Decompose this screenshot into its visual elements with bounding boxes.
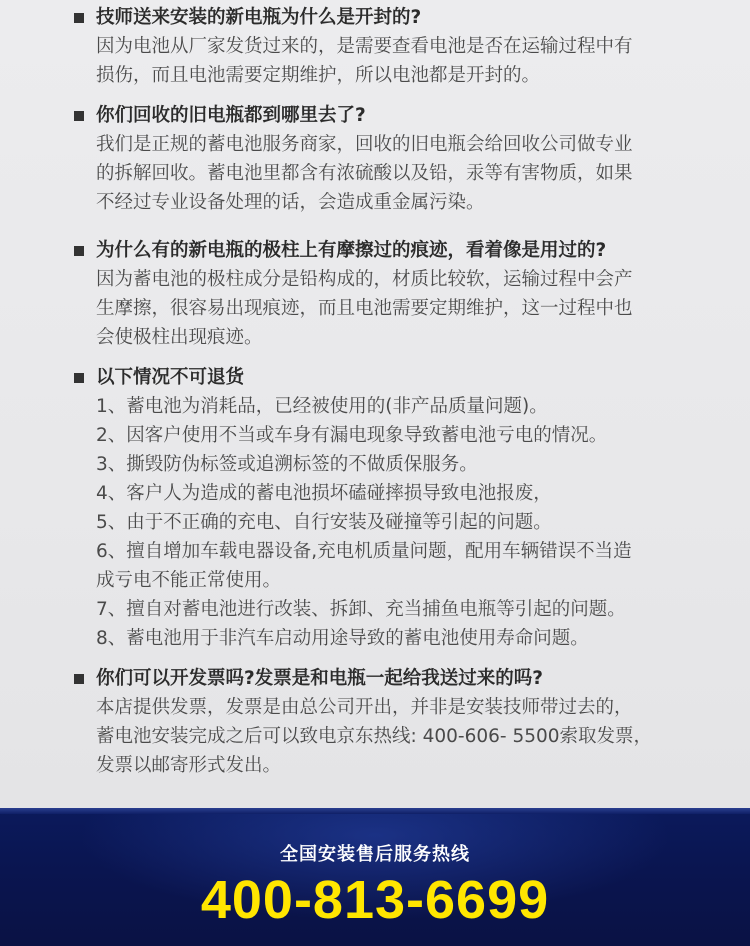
faq-answer-line: 2、因客户使用不当或车身有漏电现象导致蓄电池亏电的情况。 [96, 425, 608, 446]
faq-question-text: 技师送来安装的新电瓶为什么是开封的? [96, 7, 422, 28]
faq-answer-line: 生摩擦，很容易出现痕迹，而且电池需要定期维护，这一过程中也 [96, 298, 633, 319]
faq-question [74, 102, 714, 130]
faq-question-text: 你们回收的旧电瓶都到哪里去了? [96, 105, 366, 126]
faq-item-terminal-marks [74, 237, 714, 352]
faq-answer [96, 130, 714, 217]
square-bullet-icon [74, 246, 84, 256]
faq-answer [96, 392, 714, 653]
faq-answer-line: 我们是正规的蓄电池服务商家，回收的旧电瓶会给回收公司做专业 [96, 134, 633, 155]
faq-item-invoice [74, 665, 714, 780]
faq-answer [96, 32, 714, 90]
faq-answer-line: 4、客户人为造成的蓄电池损坏磕碰摔损导致电池报废， [96, 483, 552, 504]
faq-answer-line: 会使极柱出现痕迹。 [96, 327, 263, 348]
square-bullet-icon [74, 111, 84, 121]
faq-answer-line: 的拆解回收。蓄电池里都含有浓硫酸以及铅，汞等有害物质，如果 [96, 163, 633, 184]
faq-question [74, 4, 714, 32]
faq-item-recycling [74, 102, 714, 217]
hotline-number: 400-813-6699 [200, 870, 550, 930]
faq-question [74, 237, 714, 265]
faq-answer [96, 265, 714, 352]
faq-answer [96, 693, 714, 780]
faq-item-unsealed [74, 4, 714, 90]
faq-question [74, 665, 714, 693]
hotline-banner [0, 808, 750, 946]
faq-question-text: 你们可以开发票吗?发票是和电瓶一起给我送过来的吗? [96, 668, 543, 689]
square-bullet-icon [74, 674, 84, 684]
faq-answer-line: 不经过专业设备处理的话，会造成重金属污染。 [96, 192, 485, 213]
square-bullet-icon [74, 13, 84, 23]
faq-answer-line: 5、由于不正确的充电、自行安装及碰撞等引起的问题。 [96, 512, 552, 533]
faq-answer-line: 3、撕毁防伪标签或追溯标签的不做质保服务。 [96, 454, 478, 475]
banner-top-band [0, 808, 750, 814]
faq-question [74, 364, 714, 392]
faq-answer-line: 发票以邮寄形式发出。 [96, 755, 282, 776]
faq-answer-line: 本店提供发票，发票是由总公司开出，并非是安装技师带过去的， [96, 697, 633, 718]
faq-answer-line: 因为电池从厂家发货过来的，是需要查看电池是否在运输过程中有 [96, 36, 633, 57]
square-bullet-icon [74, 373, 84, 383]
faq-question-text: 以下情况不可退货 [96, 367, 245, 388]
hotline-label: 全国安装售后服务热线 [280, 844, 470, 865]
faq-answer-line: 1、蓄电池为消耗品，已经被使用的(非产品质量问题)。 [96, 396, 548, 417]
faq-answer-line: 7、擅自对蓄电池进行改装、拆卸、充当捕鱼电瓶等引起的问题。 [96, 599, 626, 620]
faq-answer-line: 因为蓄电池的极柱成分是铅构成的，材质比较软，运输过程中会产 [96, 269, 633, 290]
faq-answer-line: 蓄电池安装完成之后可以致电京东热线: 400-606- 5500索取发票， [96, 726, 653, 747]
faq-answer-line: 成亏电不能正常使用。 [96, 570, 282, 591]
faq-answer-line: 损伤，而且电池需要定期维护，所以电池都是开封的。 [96, 65, 541, 86]
faq-item-no-return [74, 364, 714, 653]
faq-answer-line: 6、擅自增加车载电器设备,充电机质量问题，配用车辆错误不当造 [96, 541, 632, 562]
faq-answer-line: 8、蓄电池用于非汽车启动用途导致的蓄电池使用寿命问题。 [96, 628, 589, 649]
faq-question-text: 为什么有的新电瓶的极柱上有摩擦过的痕迹，看着像是用过的? [96, 240, 607, 261]
